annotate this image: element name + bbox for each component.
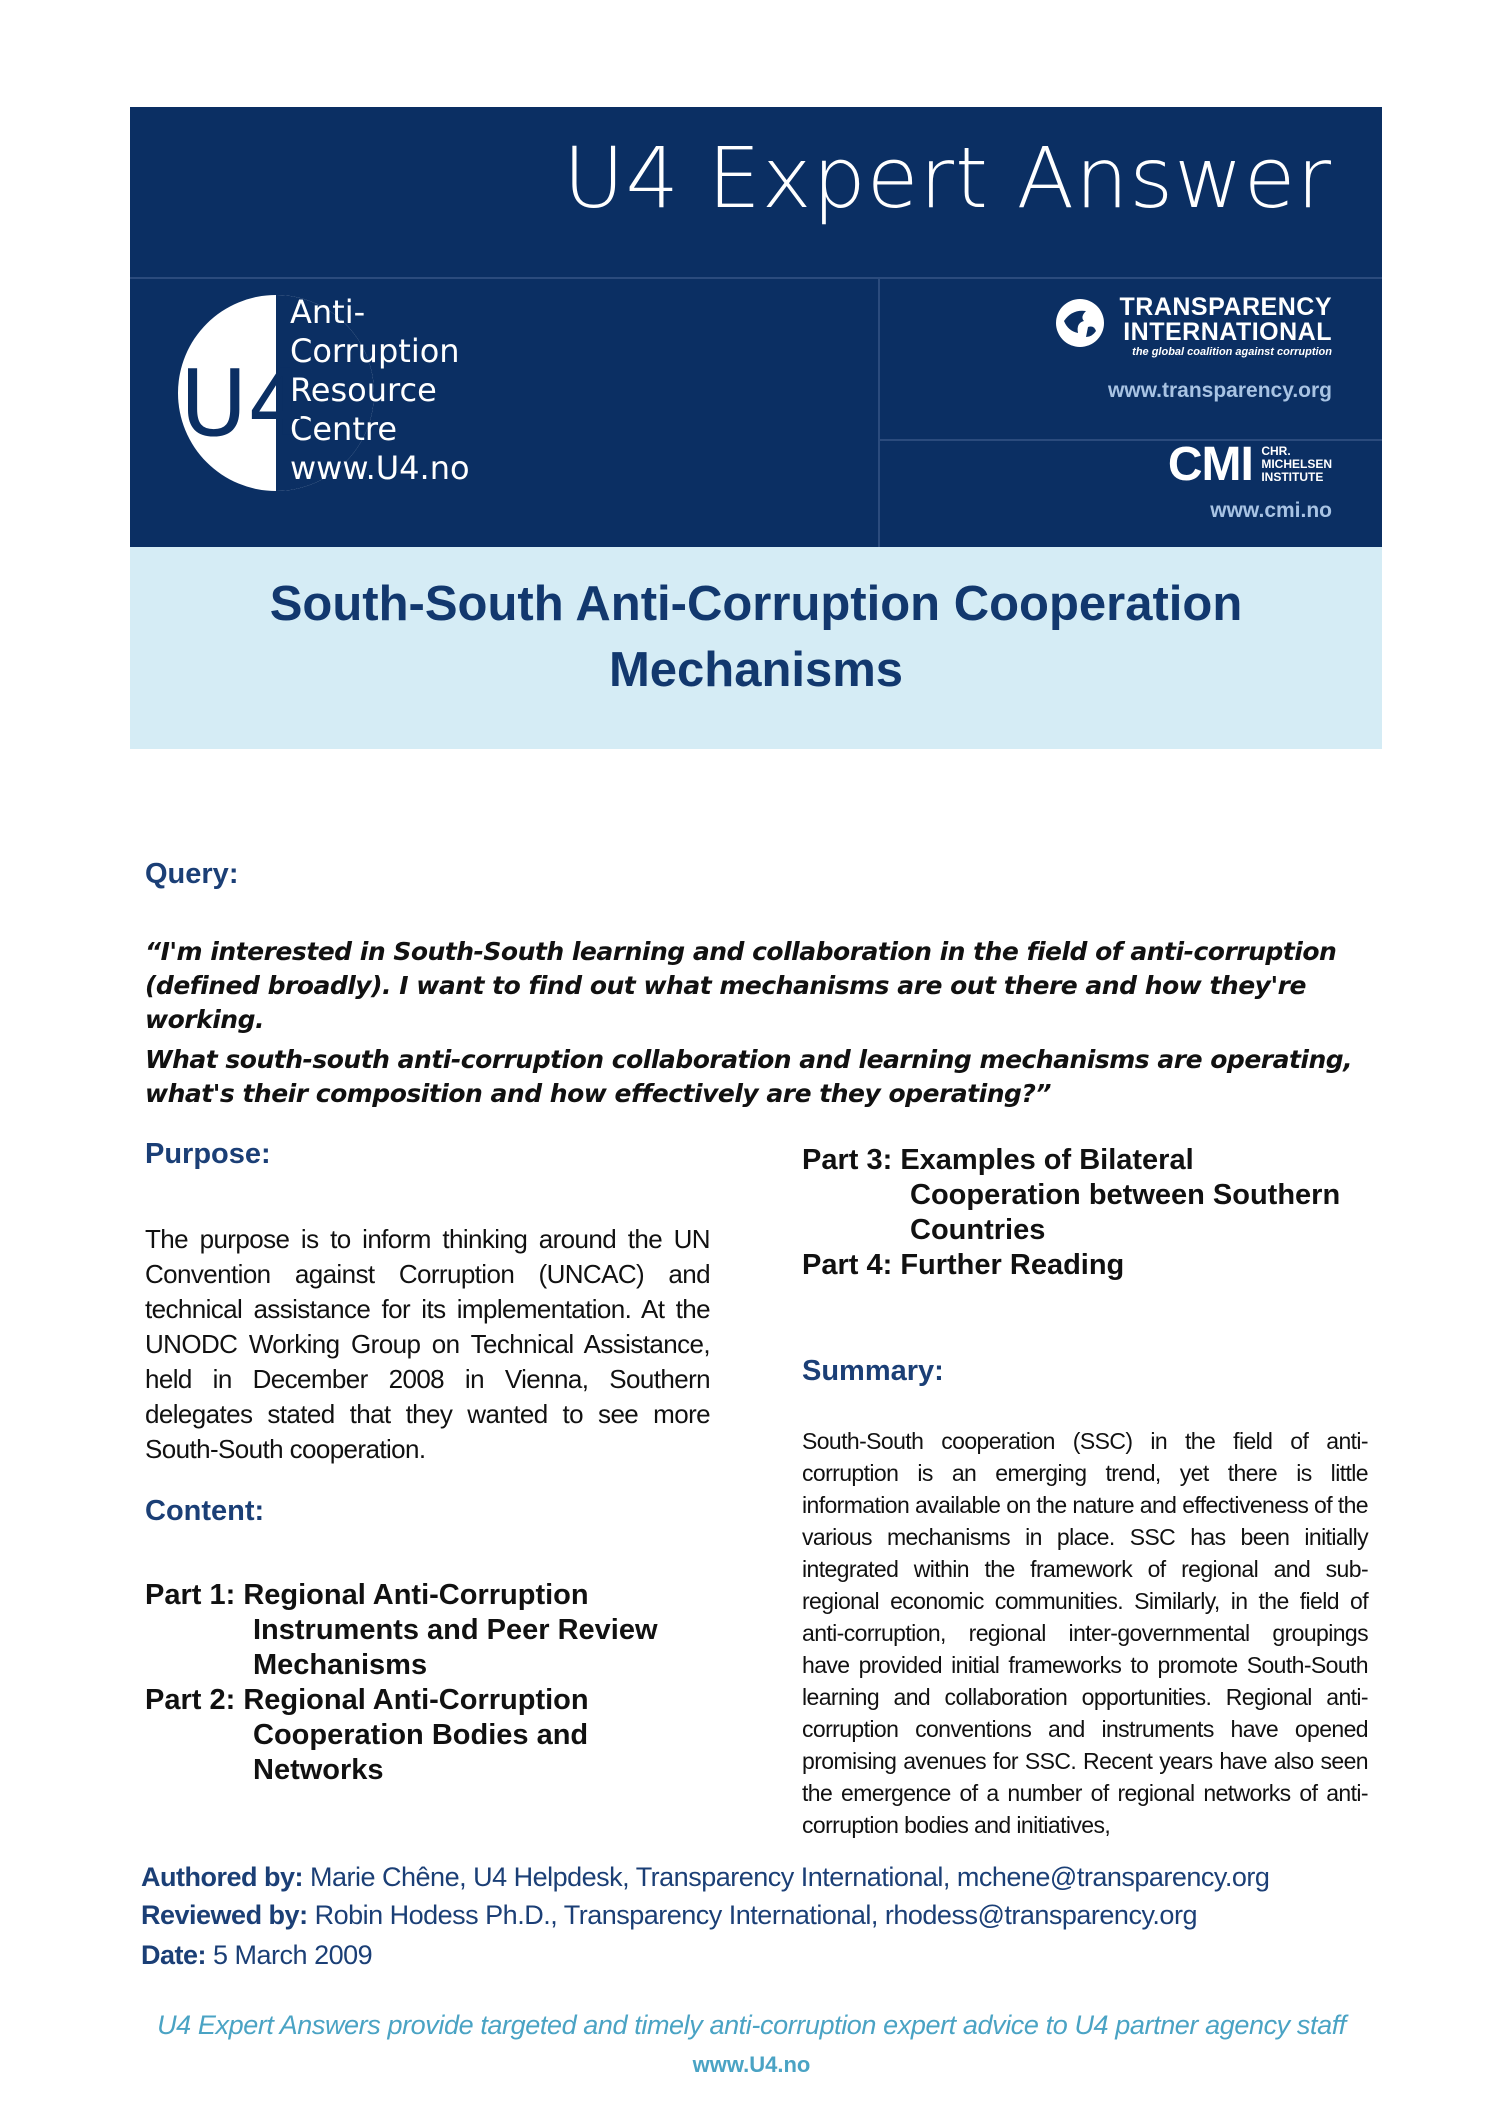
- cmi-abbr: CMI: [1167, 438, 1253, 491]
- query-paragraph-2: What south-south anti-corruption collaboration and learning mechanisms are operating, what's their composition and how effectively are they operating?”: [145, 1045, 1353, 1108]
- banner-divider-vertical: [878, 279, 880, 547]
- title-box: [130, 547, 1382, 749]
- content-part-1: Part 1: Regional Anti-Corruption Instruments and Peer Review Mechanisms: [145, 1579, 658, 1681]
- banner-title: U4 Expert Answer: [563, 129, 1332, 227]
- banner-divider: [130, 277, 1382, 279]
- summary-text: South-South cooperation (SSC) in the field of anti-corruption is an emerging trend, yet there is little information available on the nature and effectiveness of the various mechanisms in place. SSC has been initially integrated within the framework of regional and sub-regional economic communities. Similarly, in the field of anti-corruption, regional inter-governmental groupings have provided initial frameworks to promote South-South learning and collaboration opportunities. Regional anti-corruption conventions and instruments have opened promising avenues for SSC. Recent years have also seen the emergence of a number of regional networks of anti-corruption bodies and initiatives,: [802, 1428, 1368, 1838]
- content-part-2: Part 2: Regional Anti-Corruption Cooperation Bodies and Networks: [145, 1684, 589, 1786]
- page-title: South-South Anti-Corruption Cooperation Mechanisms: [269, 577, 1243, 697]
- u4-logo-mark: [180, 357, 380, 457]
- summary-heading: Summary:: [802, 1355, 944, 1387]
- authored-by: Authored by: Marie Chêne, U4 Helpdesk, Transparency International, mchene@transparency.org: [141, 1862, 1270, 1892]
- ti-logo: [1120, 295, 1333, 358]
- cmi-logo: CMI CHR. MICHELSEN INSTITUTE: [1167, 438, 1332, 491]
- query-paragraph-1: “I'm interested in South-South learning and collaboration in the field of anti-corruption (defined broadly). I want to find out what mechanisms are out there and how they're working.: [145, 937, 1337, 1034]
- ti-name-line2: INTERNATIONAL: [1123, 318, 1332, 346]
- ti-url[interactable]: www.transparency.org: [1107, 379, 1332, 402]
- reviewed-by: Reviewed by: Robin Hodess Ph.D., Transparency International, rhodess@transparency.org: [141, 1900, 1197, 1930]
- purpose-heading: Purpose:: [145, 1138, 271, 1170]
- cmi-url[interactable]: www.cmi.no: [1210, 499, 1332, 522]
- ti-globe-icon: [1056, 299, 1104, 347]
- purpose-text: The purpose is to inform thinking around the UN Convention against Corruption (UNCAC) and technical assistance for its implementation. At the UNODC Working Group on Technical Assistance, held in December 2008 in Vienna, Southern delegates stated that they wanted to see more South-South cooperation.: [145, 1224, 710, 1464]
- content-heading: Content:: [145, 1495, 265, 1527]
- footer-url[interactable]: www.U4.no: [692, 2052, 811, 2077]
- date: Date: 5 March 2009: [141, 1940, 373, 1970]
- query-heading: Query:: [145, 858, 239, 890]
- u4-logo-text: Anti- Corruption Resource Centre www.U4.no: [290, 293, 470, 487]
- content-part-3: Part 3: Examples of Bilateral Cooperation between Southern Countries: [802, 1144, 1341, 1246]
- footer-tagline: U4 Expert Answers provide targeted and timely anti-corruption expert advice to U4 partner agency staff: [157, 2010, 1346, 2040]
- ti-name-line1: TRANSPARENCY: [1119, 293, 1332, 321]
- header-banner: [130, 107, 1382, 547]
- ti-tagline: the global coalition against corruption: [1132, 346, 1332, 358]
- u4-logo: [178, 295, 478, 515]
- content-part-4: Part 4: Further Reading: [802, 1249, 1125, 1281]
- svg-text:U4: U4: [180, 357, 306, 457]
